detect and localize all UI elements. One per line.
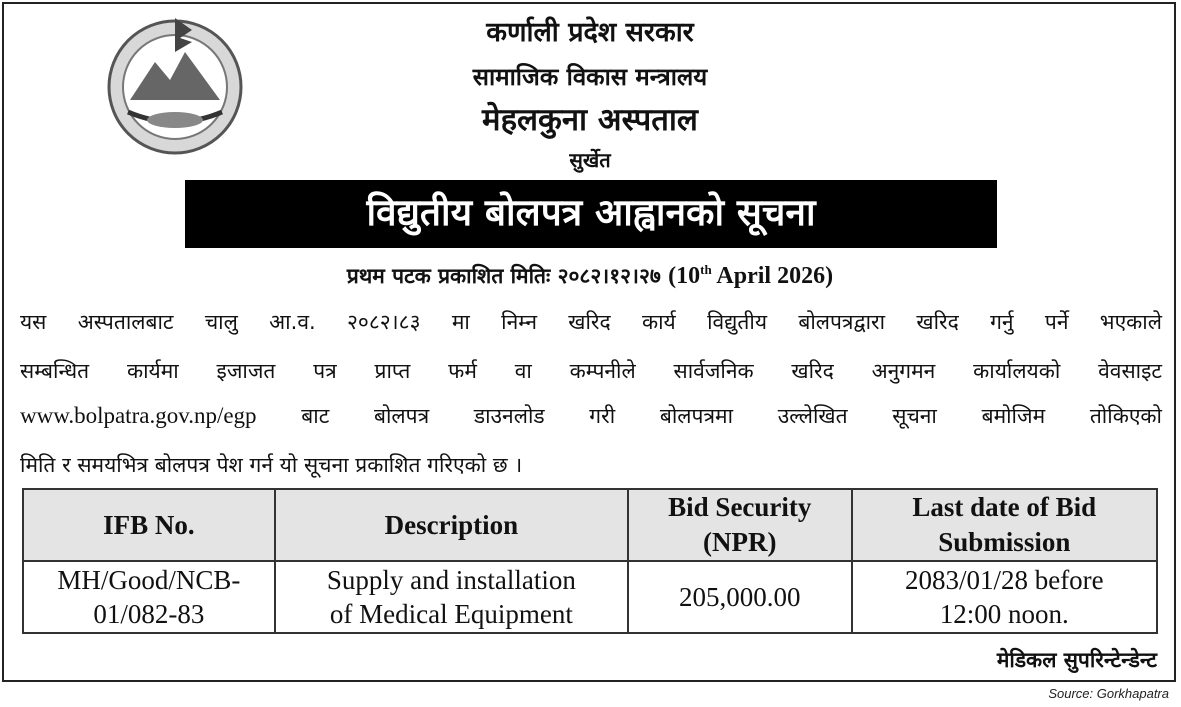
ifb-table (22, 488, 1158, 634)
nepal-emblem-icon (100, 12, 250, 162)
location-name: सुर्खेत (569, 148, 611, 172)
cell-text: MH/Good/NCB- (57, 565, 241, 595)
date-day: (10 (668, 263, 701, 289)
publication-date (180, 262, 1000, 290)
date-rest: April 2026) (711, 263, 834, 289)
cell-text: 12:00 noon. (939, 599, 1069, 629)
body-text-line (20, 402, 1162, 430)
cell-text: Supply and installation (326, 565, 576, 595)
table-row (23, 561, 1157, 633)
government-name: कर्णाली प्रदेश सरकार (486, 17, 694, 48)
hospital-name: मेहलकुना अस्पताल (482, 102, 698, 138)
header-last-date (852, 489, 1157, 561)
cell-last-date (852, 561, 1157, 633)
cell-text: of Medical Equipment (329, 599, 573, 629)
body-text-fragment: बाट बोलपत्र डाउनलोड गरी बोलपत्रमा उल्लेखित सूचना बमोजिम तोकिएको (256, 404, 1162, 428)
header-bid-security (628, 489, 852, 561)
source-credit: Source: Gorkhapatra (1048, 686, 1169, 701)
publication-date-english (668, 263, 833, 289)
header-description: Description (275, 489, 628, 561)
body-text-line: मिति र समयभित्र बोलपत्र पेश गर्न यो सूचना प्रकाशित गरिएको छ । (20, 453, 523, 477)
header-text: Bid Security (668, 492, 812, 522)
header-text: Submission (938, 527, 1071, 557)
cell-ifb-no (23, 561, 275, 633)
signature-title: मेडिकल सुपरिन्टेन्डेन्ट (996, 648, 1157, 672)
notice-title-banner: विद्युतीय बोलपत्र आह्वानको सूचना (185, 180, 997, 248)
body-text-line: सम्बन्धित कार्यमा इजाजत पत्र प्राप्त फर्म वा कम्पनीले सार्वजनिक खरिद अनुगमन कार्यालयको वेवसाइट (20, 359, 1162, 383)
ministry-name: सामाजिक विकास मन्त्रालय (472, 63, 708, 91)
table-header-row (23, 489, 1157, 561)
cell-text: 2083/01/28 before (904, 565, 1104, 595)
date-ordinal: th (700, 262, 712, 277)
publication-date-label: प्रथम पटक प्रकाशित मितिः २०८२।१२।२७ (346, 264, 661, 288)
cell-text: 01/082-83 (93, 599, 205, 629)
cell-bid-security: 205,000.00 (628, 561, 852, 633)
body-text-line: यस अस्पतालबाट चालु आ.व. २०८२।८३ मा निम्न खरिद कार्य विद्युतीय बोलपत्रद्वारा खरिद गर्नु पर्ने भएकाले (20, 310, 1162, 334)
cell-description (275, 561, 628, 633)
header-ifb-no: IFB No. (23, 489, 275, 561)
header-text: (NPR) (703, 527, 777, 557)
bolpatra-link[interactable]: www.bolpatra.gov.np/egp (20, 403, 257, 428)
header-text: Last date of Bid (912, 492, 1097, 522)
